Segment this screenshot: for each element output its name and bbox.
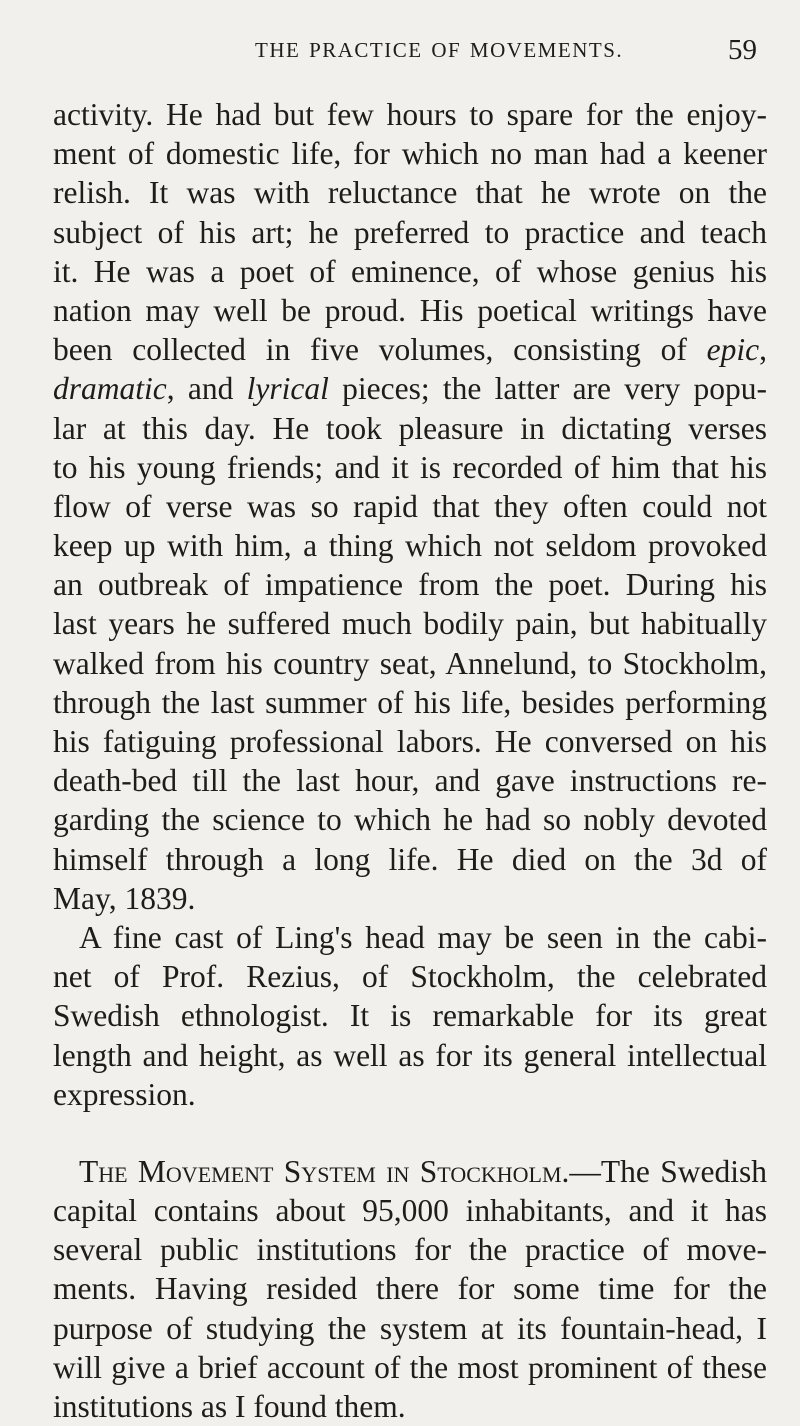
text-line: ments. Having resided there for some time for the xyxy=(53,1271,767,1307)
text-line xyxy=(53,369,767,408)
line-segment: pieces; the latter are very popu- xyxy=(342,371,768,407)
text-line: his fatiguing professional labors. He conversed on his xyxy=(53,724,767,759)
italic-dramatic: dramatic xyxy=(53,371,167,407)
page-header xyxy=(0,34,800,74)
text-line: expression. xyxy=(53,1076,196,1112)
text-line: lar at this day. He took pleasure in dictating verses xyxy=(53,410,767,446)
paragraph-1 xyxy=(53,95,767,918)
running-head: THE PRACTICE OF MOVEMENTS. xyxy=(255,38,624,62)
text-line: Swedish ethnologist. It is remarkable for its great xyxy=(53,998,767,1034)
text-line: length and height, as well as for its general intellectual xyxy=(53,1037,767,1073)
text-line: flow of verse was so rapid that they often could not xyxy=(53,488,767,524)
text-line: himself through a long life. He died on the 3d of xyxy=(53,841,767,877)
text-line: garding the science to which he had so nobly devoted xyxy=(53,802,767,838)
text-line: institutions as I found them. xyxy=(53,1389,406,1424)
text-line: will give a brief account of the most prominent of these xyxy=(53,1349,767,1385)
text-line: through the last summer of his life, besides performing xyxy=(53,684,767,720)
text-line: last years he suffered much bodily pain, but habitually xyxy=(53,606,767,642)
body-text xyxy=(53,95,767,1426)
text-line: walked from his country seat, Annelund, to Stockholm, xyxy=(53,645,767,681)
paragraph-gap xyxy=(53,1114,767,1152)
italic-epic: epic xyxy=(706,332,760,368)
comma: , xyxy=(759,332,767,368)
text-line: subject of his art; he preferred to practice and teach xyxy=(53,214,767,250)
and-word: , and xyxy=(166,371,247,407)
text-line: May, 1839. xyxy=(53,880,196,916)
text-line: relish. It was with reluctance that he wrote on the xyxy=(53,175,767,211)
text-line: ment of domestic life, for which no man had a keener xyxy=(53,136,767,172)
line-segment: —The Swedish xyxy=(569,1153,767,1189)
text-line: nation may well be proud. His poetical writings have xyxy=(53,292,767,328)
text-line: an outbreak of impatience from the poet. During his xyxy=(53,567,767,603)
text-line: to his young friends; and it is recorded of him that his xyxy=(53,449,767,485)
line-segment: been collected in five volumes, consisting of xyxy=(53,332,707,368)
text-line: keep up with him, a thing which not seldom provoked xyxy=(53,528,767,564)
text-line xyxy=(53,330,767,369)
text-line: death-bed till the last hour, and gave instructions re- xyxy=(53,763,767,799)
page-number: 59 xyxy=(728,34,757,66)
text-line: activity. He had but few hours to spare for the enjoy- xyxy=(53,97,767,132)
text-line: it. He was a poet of eminence, of whose genius his xyxy=(53,253,767,289)
text-line xyxy=(53,1152,767,1191)
italic-lyrical: lyrical xyxy=(246,371,329,407)
section-heading: The Movement System in Stockholm. xyxy=(79,1153,570,1189)
text-line: capital contains about 95,000 inhabitants, and it has xyxy=(53,1193,767,1229)
text-line: A fine cast of Ling's head may be seen in the cabi- xyxy=(79,919,767,955)
paragraph-3 xyxy=(53,1152,767,1426)
text-line: several public institutions for the practice of move- xyxy=(53,1232,767,1268)
paragraph-2 xyxy=(53,918,767,1114)
text-line: purpose of studying the system at its fountain-head, I xyxy=(53,1310,767,1346)
text-line: net of Prof. Rezius, of Stockholm, the celebrated xyxy=(53,959,767,995)
